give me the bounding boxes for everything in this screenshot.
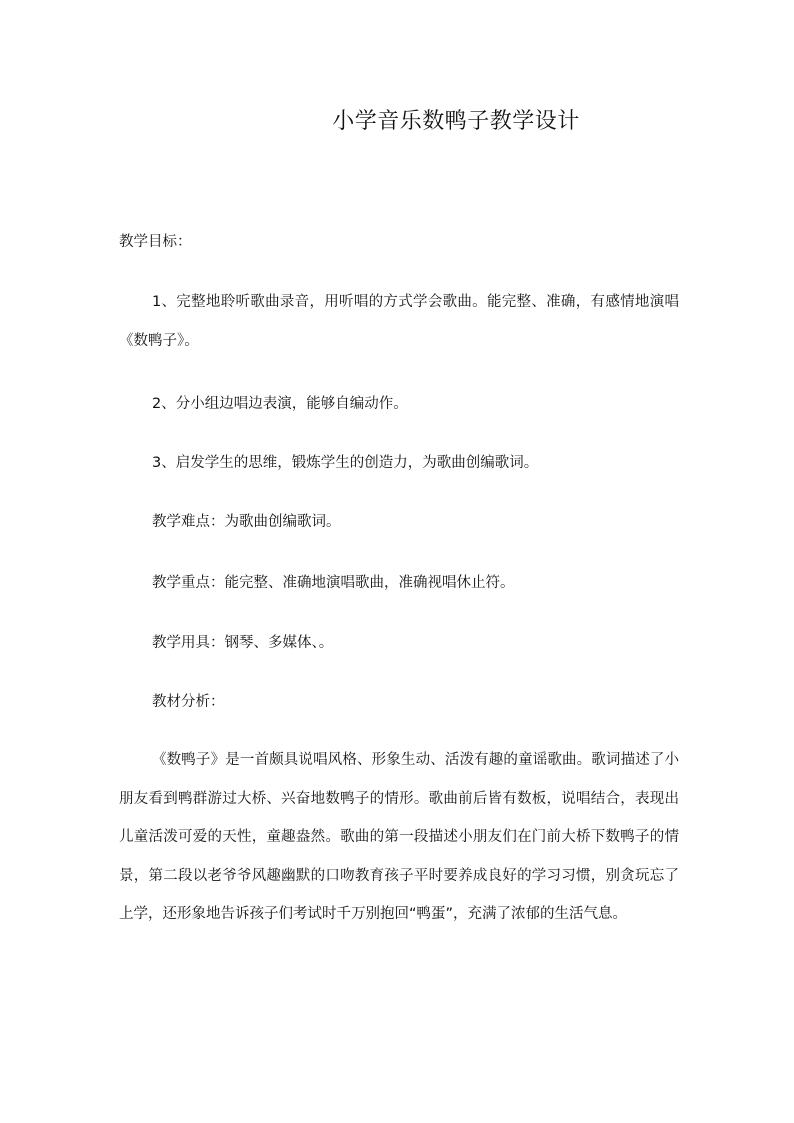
teaching-difficulty: 教学难点：为歌曲创编歌词。 xyxy=(152,514,341,530)
document-title: 小学音乐数鸭子教学设计 xyxy=(332,109,580,134)
teaching-tools: 教学用具：钢琴、多媒体、。 xyxy=(152,635,334,651)
objective-2: 2、分小组边唱边表演，能够自编动作。 xyxy=(152,396,408,412)
objective-1: 1、完整地聆听歌曲录音，用听唱的方式学会歌曲。能完整、准确，有感情地演唱《数鸭子》。 xyxy=(119,294,679,349)
objective-3: 3、启发学生的思维，锻炼学生的创造力，为歌曲创编歌词。 xyxy=(152,455,539,471)
analysis-paragraph: 《数鸭子》是一首颇具说唱风格、形象生动、活泼有趣的童谣歌曲。歌词描述了小朋友看到鸭群游过大桥、兴奋地数鸭子的情形。歌曲前后皆有数板，说唱结合，表现出儿童活泼可爱的天性，童趣盎然。歌曲的第一段描述小朋友们在门前大桥下数鸭子的情景，第二段以老爷爷风趣幽默的口吻教育孩子平时要养成良好的学习习惯，别贪玩忘了上学，还形象地告诉孩子们考试时千万别抱回“鸭蛋”，充满了浓郁的生活气息。 xyxy=(119,752,679,922)
teaching-key-point: 教学重点：能完整、准确地演唱歌曲，准确视唱休止符。 xyxy=(152,575,515,591)
objectives-heading: 教学目标： xyxy=(119,234,192,250)
analysis-heading: 教材分析： xyxy=(152,694,225,710)
